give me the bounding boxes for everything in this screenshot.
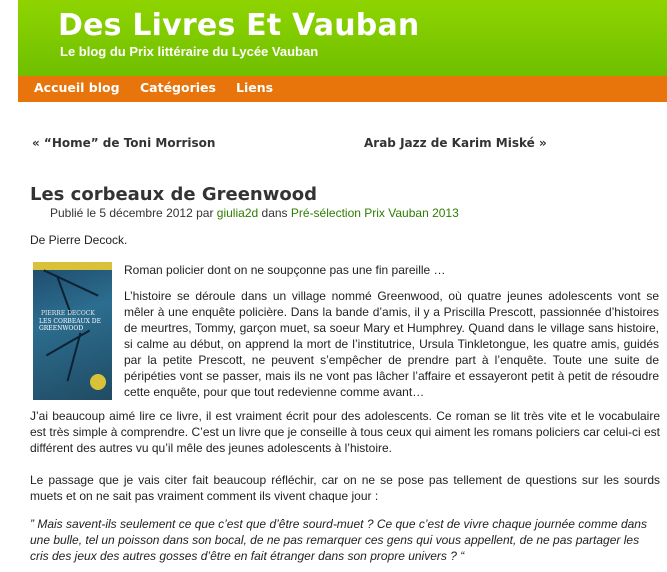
- cover-branch: [46, 330, 90, 357]
- post-paragraph-2: L’histoire se déroule dans un village nommé Greenwood, où quatre jeunes adolescents vont se mêler à une enquête policière. Dans la bande d’amis, il y a Priscilla Prescott, passionnée d’histoires de meurtres, Tommy, garçon muet, sa soeur Mary et Humphrey. Quand dans le village sans histoire, si calme au début, on apprend la mort de l’institutrice, Ursula Tinkletongue, les quatre amis, guidés par la petite Prescott, ne peuvent s’empêcher de prendre part à l’enquête. Toute une suite de péripéties vont se passer, mais ils ne vont pas lâcher l’affaire et essayeront petit à petit de résoudre cette enquête, pour que tout redevienne comme avant…: [124, 289, 659, 399]
- nav-item-accueil[interactable]: Accueil blog: [34, 80, 120, 95]
- cover-branch: [43, 269, 98, 296]
- post-intro: De Pierre Decock.: [30, 233, 128, 247]
- post-paragraph-1: Roman policier dont on ne soupçonne pas une fin pareille …: [124, 263, 446, 277]
- post-author-link[interactable]: giulia2d: [216, 206, 259, 220]
- nav-item-liens[interactable]: Liens: [236, 80, 274, 95]
- nav-item-categories[interactable]: Catégories: [140, 80, 216, 95]
- cover-badge: [90, 374, 106, 390]
- post-meta-in: dans: [261, 206, 288, 220]
- post-meta: [50, 206, 459, 220]
- post-paragraph-4: Le passage que je vais citer fait beaucoup réfléchir, car on ne se pose pas tellement de questions sur les sourds muets et on ne sait pas vraiment comment ils vivent chaque jour :: [30, 473, 660, 503]
- site-description: Le blog du Prix littéraire du Lycée Vauban: [60, 44, 319, 59]
- book-cover-image: [33, 262, 112, 400]
- site-title[interactable]: Des Livres Et Vauban: [58, 8, 420, 43]
- post-paragraph-3: J’ai beaucoup aimé lire ce livre, il est vraiment écrit pour des adolescents. Ce roman se lit très vite et le vocabulaire est très simple à comprendre. C’est un livre que je conseille à tous ceux qui aiment les romans policiers car celui-ci est différent des autres vu qu’il mêle des jeunes adolescents à l’histoire.: [30, 409, 660, 455]
- post-title[interactable]: Les corbeaux de Greenwood: [30, 184, 317, 205]
- next-post-link[interactable]: Arab Jazz de Karim Miské »: [364, 136, 547, 150]
- cover-title: LES CORBEAUX DE GREENWOOD: [39, 318, 101, 332]
- previous-post-link[interactable]: « “Home” de Toni Morrison: [32, 136, 216, 150]
- cover-author: PIERRE DECOCK: [41, 310, 95, 317]
- post-meta-prefix: Publié le 5 décembre 2012 par: [50, 206, 214, 220]
- post-quote: ” Mais savent-ils seulement ce que c’est que d’être sourd-muet ? Ce que c’est de vivre chaque journée comme dans une bulle, tel un poisson dans son bocal, de ne pas remarquer ces gens qui vous appellent, de ne pas partager les cris des jeux des autres gosses d’être en fait étranger dans son propre univers ? “: [30, 517, 647, 563]
- post-category-link[interactable]: Pré-sélection Prix Vauban 2013: [290, 206, 459, 220]
